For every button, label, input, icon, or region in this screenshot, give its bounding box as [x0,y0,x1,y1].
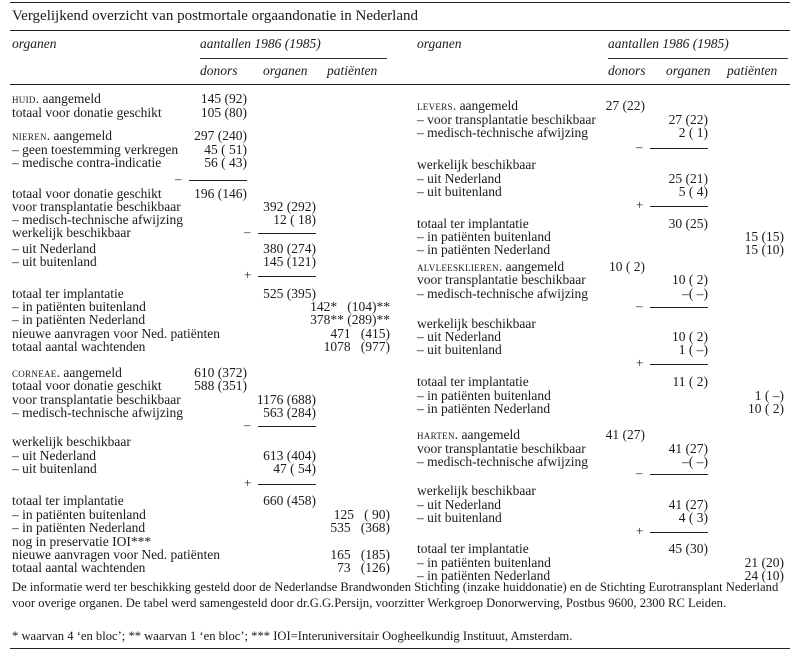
row-label-text: voor transplantatie beschikbaar [417,441,586,456]
cell-donors: 145 (92) [200,91,247,106]
row-label-text: – voor transplantatie beschikbaar [417,112,596,127]
organ-name: nieren [12,128,47,143]
row-label-text: – medisch-technische afwijzing [417,286,588,301]
row-label [417,242,550,258]
row-label-text: – in patiënten Nederland [417,401,551,416]
cell-donors: 610 (372) [194,365,247,380]
top-rule [10,2,790,3]
header-patienten-right: patiënten [727,63,778,78]
row-label-text: – uit Nederland [417,171,501,186]
plus-operator: + [636,197,644,212]
row-label-text: totaal aantal wachtenden [12,339,146,354]
cell-organen: 1176 (688) [256,392,316,407]
cell-organen: –( –) [682,454,708,469]
row-label-text: – in patiënten buitenland [12,299,146,314]
row-label [417,342,502,358]
row-label-text: nieuwe aanvragen voor Ned. patiënten [12,326,221,341]
cell-patienten: 15 (15) [744,229,784,244]
cell-organen: 47 ( 54) [269,461,316,476]
cell-organen: 392 (292) [263,199,316,214]
row-label [12,461,97,477]
cell-organen: 25 (21) [668,171,708,186]
row-label-text: werkelijk beschikbaar [12,434,131,449]
cell-organen: 5 ( 4) [675,184,708,199]
cell-organen: 11 ( 2) [672,374,708,389]
cell-organen: 27 (22) [668,112,708,127]
cell-patienten: 125 ( 90) [333,507,390,522]
row-label-text: – uit buitenland [417,342,502,357]
row-label-text: – medisch-technische afwijzing [12,405,183,420]
header-donors-right: donors [608,63,646,78]
row-label [417,510,502,526]
row-label-text: . aangemeld [452,98,519,113]
row-label-text: werkelijk beschikbaar [12,225,131,240]
row-label-text: – uit buitenland [417,510,502,525]
plus-operator: + [636,355,644,370]
cell-organen: 660 (458) [263,493,316,508]
sum-line [258,484,316,485]
cell-organen: 4 ( 3) [675,510,708,525]
organ-name: corneae [12,365,57,380]
header-organen-right: organen [417,36,462,51]
organ-name: levers [417,98,453,113]
cell-patienten: 73 (126) [333,560,390,575]
cell-organen: 525 (395) [263,286,316,301]
row-label [12,155,161,171]
header-organen-col-left: organen [263,63,308,78]
plus-operator: + [636,523,644,538]
cell-donors: 105 (80) [200,105,247,120]
sum-line [650,532,708,533]
cell-organen: 30 (25) [668,216,708,231]
row-label-text: voor transplantatie beschikbaar [417,272,586,287]
cell-donors: 45 ( 51) [200,142,247,157]
cell-organen: 1 ( –) [675,342,708,357]
sum-line [189,180,247,181]
cell-donors: 297 (240) [194,128,247,143]
row-label [12,225,131,241]
sum-line [650,474,708,475]
row-label-text: totaal voor donatie geschikt [12,105,162,120]
cell-patienten: 471 (415) [330,326,390,341]
row-label [12,254,97,270]
cell-patienten: 378** (289)** [310,312,390,327]
row-label-text: totaal ter implantatie [417,374,529,389]
cell-patienten: 1 ( –) [751,388,784,403]
cell-donors: 41 (27) [605,427,645,442]
row-label-text: totaal voor donatie geschikt [12,378,162,393]
cell-donors: 196 (146) [194,186,247,201]
cell-patienten: 142* (104)** [310,299,390,314]
footer-asterisk-note: * waarvan 4 ‘en bloc’; ** waarvan 1 ‘en bloc’; *** IOI=Interuniversitair Oogheelkundig Instituut, Amsterdam. [12,629,573,643]
row-label-text: werkelijk beschikbaar [417,157,536,172]
row-label-text: . aangemeld [454,427,520,442]
row-label [417,401,550,417]
plus-operator: + [244,475,252,490]
row-label-text: – uit Nederland [12,448,96,463]
minus-operator: – [244,417,251,432]
sum-line [650,206,708,207]
row-label-text: – medisch-technische afwijzing [12,212,183,227]
row-label-text: werkelijk beschikbaar [417,483,536,498]
table-title: Vergelijkend overzicht van postmortale orgaandonatie in Nederland [12,8,418,24]
header-donors-left: donors [200,63,238,78]
sum-line [258,233,316,234]
row-label [417,454,588,470]
header-aantallen-left: aantallen 1986 (1985) [200,36,321,51]
row-label-text: – in patiënten buitenland [417,555,551,570]
row-label-text: – medische contra-indicatie [12,155,162,170]
row-label [12,105,162,121]
header-bottom-rule [10,84,790,85]
row-label-text: . aangemeld [56,365,122,380]
row-label-text: werkelijk beschikbaar [417,316,536,331]
row-label [12,339,145,355]
row-label-text: voor transplantatie beschikbaar [12,199,181,214]
row-label-text: – in patiënten buitenland [417,388,551,403]
cell-organen: 41 (27) [668,441,708,456]
row-label [417,184,502,200]
header-aantallen-right: aantallen 1986 (1985) [608,36,729,51]
cell-organen: 12 ( 18) [269,212,316,227]
row-label-text: – in patiënten buitenland [417,229,551,244]
cell-donors: 56 ( 43) [200,155,247,170]
cell-organen: 380 (274) [263,241,316,256]
cell-organen: 45 (30) [668,541,708,556]
minus-operator: – [175,171,182,186]
sum-line [258,276,316,277]
row-label [12,405,183,421]
header-organen-col-right: organen [666,63,711,78]
organ-name: harten [417,427,455,442]
cell-donors: 588 (351) [194,378,247,393]
row-label-text: – uit buitenland [417,184,502,199]
cell-patienten: 15 (10) [744,242,784,257]
cell-patienten: 165 (185) [330,547,390,562]
cell-organen: –( –) [682,286,708,301]
row-label-text: – in patiënten Nederland [417,242,551,257]
sum-line [650,364,708,365]
minus-operator: – [244,224,251,239]
header-patienten-left: patiënten [327,63,378,78]
row-label-text: – uit Nederland [417,329,501,344]
bottom-rule [10,648,790,649]
row-label [417,125,588,141]
row-label-text: – in patiënten Nederland [417,568,551,583]
row-label-text: – in patiënten Nederland [12,520,146,535]
footer-source-note: De informatie werd ter beschikking gesteld door de Nederlandse Brandwonden Stichting (inzake huiddonatie) en de Stichting Eurotransplant Nederland voor overige organen. De tabel werd samengesteld door dr.G.G.Persijn, voorzitter Werkgroep Donorwerving, Postbus 9600, 2300 RC Leiden. [12,580,779,610]
row-label-text: totaal voor donatie geschikt [12,186,162,201]
header-subrule-left [200,58,387,59]
row-label [12,560,145,576]
cell-patienten: 535 (368) [330,520,390,535]
sum-line [650,307,708,308]
header-organen-left: organen [12,36,57,51]
row-label-text: nog in preservatie IOI*** [12,534,152,549]
row-label-text: . aangemeld [498,259,565,274]
row-label-text: – uit Nederland [12,241,96,256]
cell-organen: 563 (284) [263,405,316,420]
cell-patienten: 24 (10) [744,568,784,583]
cell-organen: 613 (404) [263,448,316,463]
cell-organen: 2 ( 1) [675,125,708,140]
sum-line [258,426,316,427]
cell-patienten: 21 (20) [744,555,784,570]
organ-name: huid [12,91,36,106]
row-label-text: – uit buitenland [12,461,97,476]
row-label-text: – in patiënten buitenland [12,507,146,522]
row-label-text: totaal ter implantatie [12,493,124,508]
organ-name: alvleesklieren [417,259,499,274]
cell-organen: 10 ( 2) [672,329,708,344]
row-label-text: – medisch-technische afwijzing [417,125,588,140]
row-label-text: totaal ter implantatie [417,216,529,231]
cell-organen: 10 ( 2) [672,272,708,287]
row-label-text: . aangemeld [35,91,101,106]
row-label-text: – medisch-technische afwijzing [417,454,588,469]
minus-operator: – [636,298,643,313]
row-label-text: voor transplantatie beschikbaar [12,392,181,407]
row-label-text: nieuwe aanvragen voor Ned. patiënten [12,547,221,562]
row-label-text: . aangemeld [46,128,113,143]
row-label-text: totaal ter implantatie [12,286,124,301]
cell-donors: 27 (22) [605,98,645,113]
cell-organen: 41 (27) [668,497,708,512]
row-label-text: totaal aantal wachtenden [12,560,146,575]
row-label-text: totaal ter implantatie [417,541,529,556]
plus-operator: + [244,267,252,282]
cell-donors: 10 ( 2) [609,259,645,274]
row-label-text: – geen toestemming verkregen [12,142,179,157]
row-label-text: – uit buitenland [12,254,97,269]
minus-operator: – [636,139,643,154]
cell-patienten: 10 ( 2) [748,401,784,416]
cell-patienten: 1078 (977) [323,339,390,354]
header-subrule-right [608,58,788,59]
row-label-text: – uit Nederland [417,497,501,512]
minus-operator: – [636,465,643,480]
cell-organen: 145 (121) [263,254,316,269]
row-label-text: – in patiënten Nederland [12,312,146,327]
title-rule [10,30,790,31]
row-label [417,286,588,302]
sum-line [650,148,708,149]
